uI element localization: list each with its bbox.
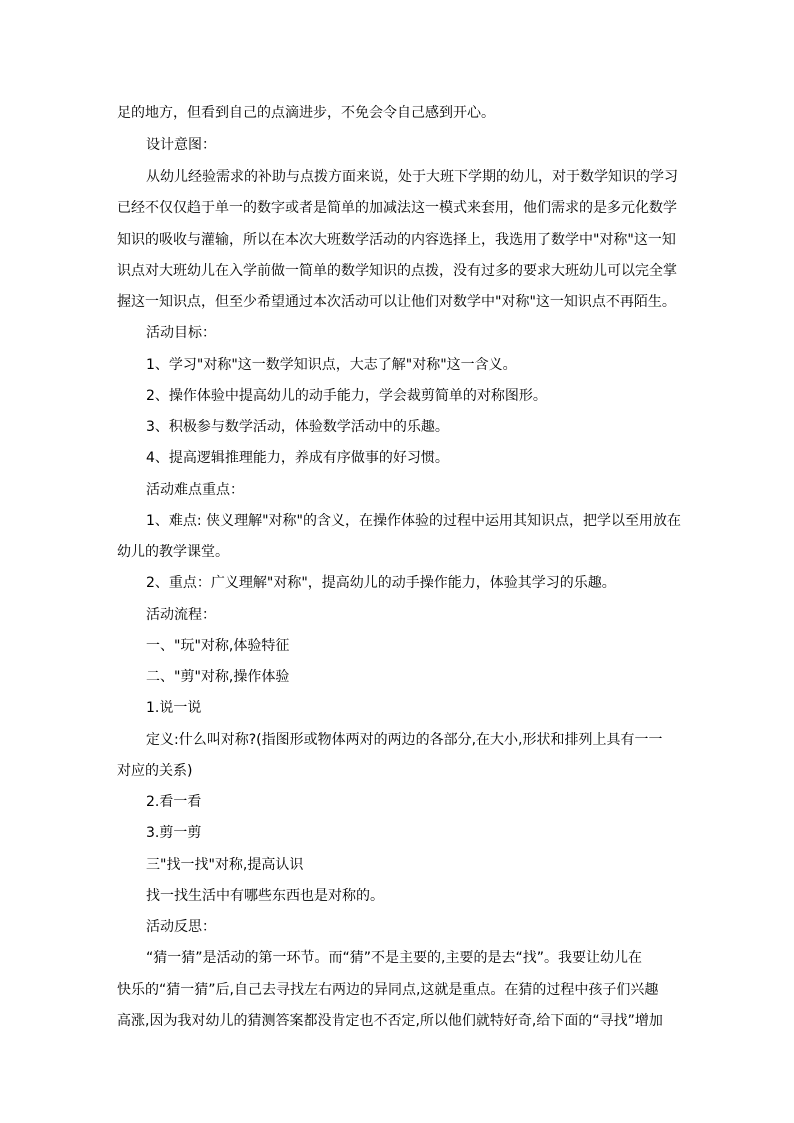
paragraph-line: 高涨,因为我对幼儿的猜测答案都没肯定也不否定,所以他们就特好奇,给下面的“寻找”增加 bbox=[117, 1013, 663, 1029]
list-item: 1、难点: 侠义理解"对称"的含义，在操作体验的过程中运用其知识点，把学以至用放在 bbox=[146, 513, 681, 529]
paragraph-line: 找一找生活中有哪些东西也是对称的。 bbox=[146, 888, 384, 904]
list-item: 1、学习"对称"这一数学知识点，大志了解"对称"这一含义。 bbox=[146, 357, 517, 373]
list-item: 1.说一说 bbox=[146, 700, 202, 716]
list-item: 二、"剪"对称,操作体验 bbox=[146, 669, 290, 685]
paragraph-line: 识点对大班幼儿在入学前做一简单的数学知识的点拨，没有过多的要求大班幼儿可以完全掌 bbox=[117, 263, 677, 279]
paragraph-line: 快乐的“猜一猜”后,自己去寻找左右两边的异同点,这就是重点。在猜的过程中孩子们兴趣 bbox=[117, 982, 659, 998]
paragraph-line: 已经不仅仅趋于单一的数字或者是简单的加减法这一模式来套用，他们需求的是多元化数学 bbox=[117, 200, 677, 216]
list-item: 4、提高逻辑推理能力，养成有序做事的好习惯。 bbox=[146, 450, 449, 466]
list-item: 2、重点：广义理解"对称"，提高幼儿的动手操作能力，体验其学习的乐趣。 bbox=[146, 575, 616, 591]
paragraph-line: 定义:什么叫对称?(指图形或物体两对的两边的各部分,在大小,形状和排列上具有一一 bbox=[146, 732, 663, 748]
list-item: 2.看一看 bbox=[146, 794, 202, 810]
paragraph-line: 对应的关系) bbox=[117, 763, 193, 779]
list-item: 一、"玩"对称,体验特征 bbox=[146, 638, 290, 654]
section-heading: 活动目标： bbox=[146, 325, 216, 341]
list-item: 3.剪一剪 bbox=[146, 825, 202, 841]
section-heading: 活动反思： bbox=[146, 919, 216, 935]
list-item: 三"找一找"对称,提高认识 bbox=[146, 857, 304, 873]
paragraph-line: 幼儿的教学课堂。 bbox=[117, 544, 229, 560]
paragraph-line: 握这一知识点，但至少希望通过本次活动可以让他们对数学中"对称"这一知识点不再陌生。 bbox=[117, 294, 676, 310]
section-heading: 设计意图： bbox=[146, 137, 216, 153]
list-item: 3、积极参与数学活动，体验数学活动中的乐趣。 bbox=[146, 419, 449, 435]
paragraph-line: 从幼儿经验需求的补助与点拨方面来说，处于大班下学期的幼儿，对于数学知识的学习 bbox=[146, 169, 678, 185]
paragraph-line: 知识的吸收与灌输，所以在本次大班数学活动的内容选择上，我选用了数学中"对称"这一知 bbox=[117, 232, 676, 248]
paragraph-line: 足的地方，但看到自己的点滴进步，不免会令自己感到开心。 bbox=[117, 105, 495, 121]
list-item: 2、操作体验中提高幼儿的动手能力，学会裁剪简单的对称图形。 bbox=[146, 388, 547, 404]
paragraph-line: “猜一猜”是活动的第一环节。而“猜”不是主要的,主要的是去“找”。我要让幼儿在 bbox=[146, 950, 642, 966]
section-heading: 活动难点重点： bbox=[146, 482, 244, 498]
section-heading: 活动流程： bbox=[146, 607, 216, 623]
